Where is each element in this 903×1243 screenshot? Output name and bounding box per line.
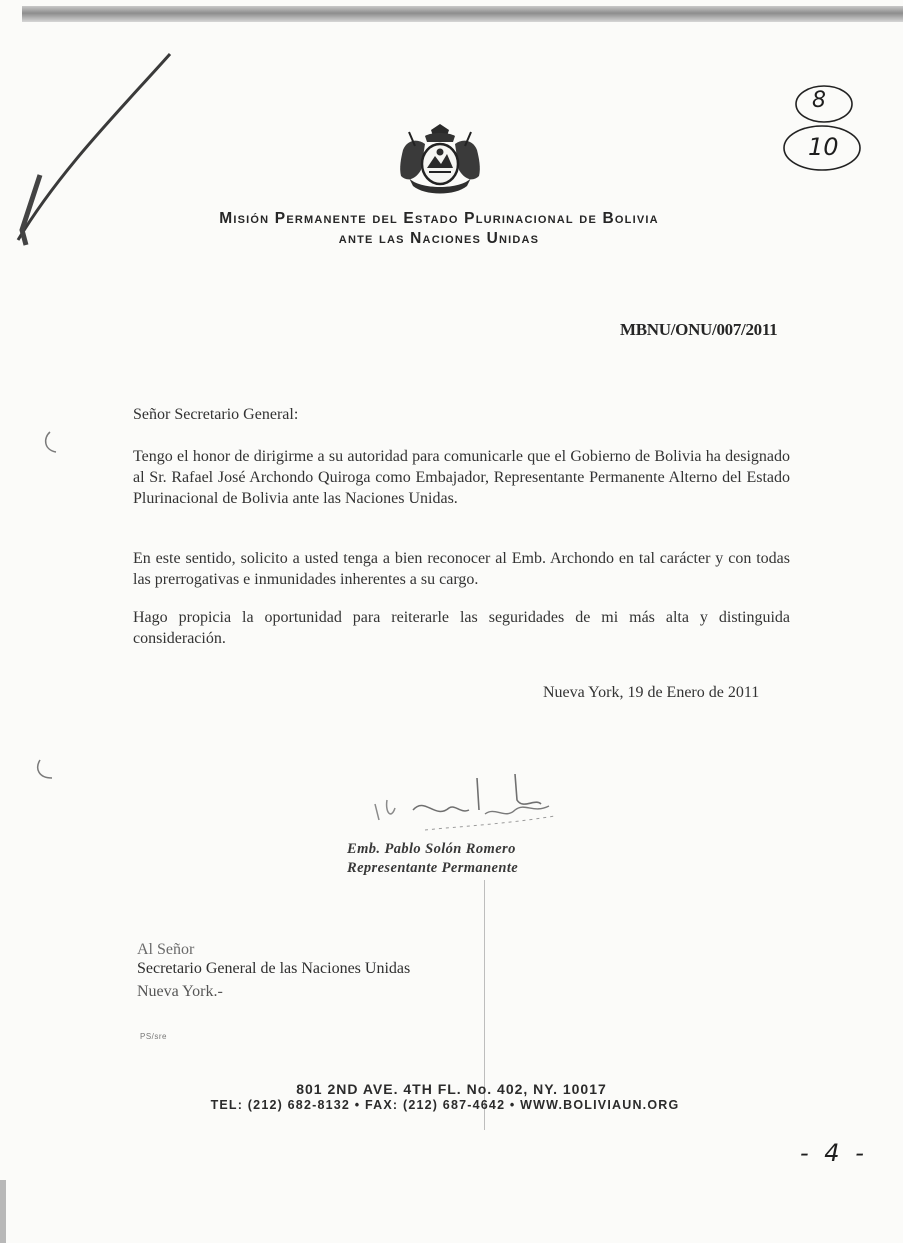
hole-punch-mark-lower — [32, 756, 62, 786]
reference-number: MBNU/ONU/007/2011 — [620, 320, 778, 339]
bolivia-coat-of-arms-emblem — [395, 122, 485, 200]
mission-title-line-1: Misión Permanente del Estado Plurinacional de Bolivia — [219, 210, 659, 227]
footer-contact: TEL: (212) 682-8132 • FAX: (212) 687-4642 • WWW.BOLIVIAUN.ORG — [210, 1098, 680, 1112]
body-paragraph-2: En este sentido, solicito a usted tenga a bien reconocer al Emb. Archondo en tal carácter y con todas las prerrogativas e inmunidades inherentes a su cargo. — [133, 550, 790, 588]
scan-top-edge-shadow — [22, 6, 903, 22]
addressee-line-3: Nueva York.- — [137, 983, 223, 1000]
typist-initials: PS/sre — [140, 1032, 168, 1041]
addressee-line-1: Al Señor — [137, 941, 195, 958]
addressee-line-2: Secretario General de las Naciones Unidas — [137, 960, 411, 977]
body-paragraph-3: Hago propicia la oportunidad para reiterarle las seguridades de mi más alta y distinguida consideración. — [133, 609, 790, 647]
date-line: Nueva York, 19 de Enero de 2011 — [543, 684, 760, 701]
salutation: Señor Secretario General: — [133, 406, 299, 423]
hole-punch-mark-upper — [40, 428, 70, 458]
signatory-name: Emb. Pablo Solón Romero — [347, 841, 516, 857]
mission-title-line-2: ante las Naciones Unidas — [338, 230, 540, 247]
folio-number-top: 8 — [812, 88, 826, 113]
footer-address: 801 2ND AVE. 4TH FL. No. 402, NY. 10017 — [296, 1081, 607, 1097]
page-marker: - 4 - — [800, 1139, 868, 1167]
signatory-title: Representante Permanente — [347, 860, 519, 876]
body-paragraph-1: Tengo el honor de dirigirme a su autoridad para comunicarle que el Gobierno de Bolivia ha designado al Sr. Rafael José Archondo Quiroga como Embajador, Representante Permanente Alterno del Estado Plurinacional de Bolivia ante las Naciones Unidas. — [133, 448, 790, 507]
handwritten-signature — [365, 770, 585, 840]
scan-left-edge-shadow — [0, 1180, 6, 1243]
folio-number-bottom: 10 — [808, 133, 839, 161]
